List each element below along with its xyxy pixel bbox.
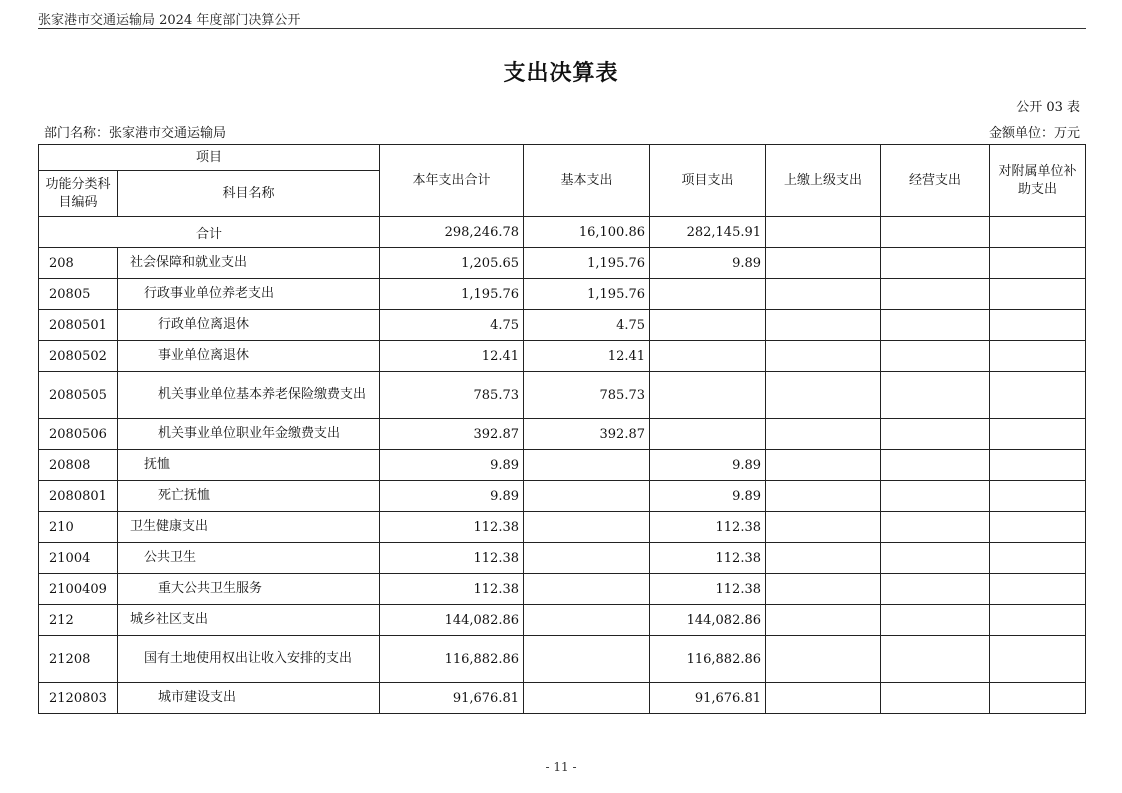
table-row — [39, 683, 1086, 714]
amount-total: 91,676.81 — [380, 683, 524, 714]
amount-project: 112.38 — [650, 512, 766, 543]
amount-subsidy — [990, 512, 1086, 543]
amount-total: 116,882.86 — [380, 636, 524, 683]
amount-subsidy — [990, 543, 1086, 574]
header-project: 项目支出 — [650, 145, 766, 217]
amount-subsidy — [990, 636, 1086, 683]
table-row — [39, 372, 1086, 419]
amount-subsidy — [990, 310, 1086, 341]
subject-code: 2080505 — [39, 372, 118, 419]
header-remit: 上缴上级支出 — [766, 145, 881, 217]
amount-business — [881, 605, 990, 636]
amount-basic — [524, 636, 650, 683]
amount-business — [881, 450, 990, 481]
amount-project — [650, 279, 766, 310]
amount-subsidy — [990, 372, 1086, 419]
table-row — [39, 279, 1086, 310]
subject-name: 社会保障和就业支出 — [118, 248, 380, 279]
amount-total: 12.41 — [380, 341, 524, 372]
amount-basic — [524, 574, 650, 605]
amount-business — [881, 481, 990, 512]
subject-name: 公共卫生 — [118, 543, 380, 574]
amount-project: 9.89 — [650, 248, 766, 279]
amount-total: 112.38 — [380, 512, 524, 543]
amount-basic — [524, 512, 650, 543]
amount-remit — [766, 512, 881, 543]
total-label: 合计 — [39, 217, 380, 248]
subject-name: 卫生健康支出 — [118, 512, 380, 543]
subject-name: 国有土地使用权出让收入安排的支出 — [118, 636, 380, 683]
table-row — [39, 341, 1086, 372]
table-row — [39, 419, 1086, 450]
amount-remit — [766, 341, 881, 372]
subject-name: 城乡社区支出 — [118, 605, 380, 636]
subject-name: 城市建设支出 — [118, 683, 380, 714]
subject-name: 死亡抚恤 — [118, 481, 380, 512]
table-row — [39, 310, 1086, 341]
subject-name: 行政事业单位养老支出 — [118, 279, 380, 310]
amount-subsidy — [990, 341, 1086, 372]
subject-name: 机关事业单位职业年金缴费支出 — [118, 419, 380, 450]
table-row — [39, 512, 1086, 543]
amount-business — [881, 636, 990, 683]
amount-business — [881, 279, 990, 310]
amount-remit — [766, 543, 881, 574]
amount-subsidy — [990, 605, 1086, 636]
amount-total: 112.38 — [380, 543, 524, 574]
total-subsidy — [990, 217, 1086, 248]
amount-basic — [524, 450, 650, 481]
header-name: 科目名称 — [118, 171, 380, 217]
amount-remit — [766, 605, 881, 636]
amount-total: 144,082.86 — [380, 605, 524, 636]
table-row — [39, 636, 1086, 683]
amount-project: 112.38 — [650, 543, 766, 574]
amount-business — [881, 310, 990, 341]
header-item: 项目 — [39, 145, 380, 171]
amount-unit: 金额单位：万元 — [988, 126, 1080, 141]
subject-name: 事业单位离退休 — [118, 341, 380, 372]
amount-project: 9.89 — [650, 481, 766, 512]
total-total: 298,246.78 — [380, 217, 524, 248]
amount-business — [881, 683, 990, 714]
subject-code: 2080501 — [39, 310, 118, 341]
subject-code: 2100409 — [39, 574, 118, 605]
amount-total: 9.89 — [380, 450, 524, 481]
subject-code: 21004 — [39, 543, 118, 574]
total-row — [39, 217, 1086, 248]
amount-total: 9.89 — [380, 481, 524, 512]
amount-subsidy — [990, 683, 1086, 714]
header-total: 本年支出合计 — [380, 145, 524, 217]
amount-basic: 4.75 — [524, 310, 650, 341]
amount-business — [881, 419, 990, 450]
amount-subsidy — [990, 481, 1086, 512]
subject-name: 抚恤 — [118, 450, 380, 481]
amount-subsidy — [990, 248, 1086, 279]
amount-total: 4.75 — [380, 310, 524, 341]
amount-remit — [766, 310, 881, 341]
amount-basic — [524, 481, 650, 512]
amount-remit — [766, 574, 881, 605]
total-business — [881, 217, 990, 248]
subject-code: 208 — [39, 248, 118, 279]
amount-remit — [766, 372, 881, 419]
amount-remit — [766, 636, 881, 683]
amount-project: 91,676.81 — [650, 683, 766, 714]
amount-remit — [766, 279, 881, 310]
amount-basic — [524, 683, 650, 714]
subject-code: 21208 — [39, 636, 118, 683]
table-row — [39, 450, 1086, 481]
amount-total: 1,195.76 — [380, 279, 524, 310]
total-basic: 16,100.86 — [524, 217, 650, 248]
table-row — [39, 543, 1086, 574]
document-title: 支出决算表 — [503, 61, 619, 86]
table-row — [39, 574, 1086, 605]
amount-project — [650, 419, 766, 450]
subject-name: 机关事业单位基本养老保险缴费支出 — [118, 372, 380, 419]
table-row — [39, 481, 1086, 512]
amount-business — [881, 372, 990, 419]
subject-code: 212 — [39, 605, 118, 636]
amount-remit — [766, 248, 881, 279]
header-row-1 — [39, 145, 1086, 171]
table-row — [39, 605, 1086, 636]
table-row — [39, 248, 1086, 279]
amount-basic: 12.41 — [524, 341, 650, 372]
amount-basic — [524, 605, 650, 636]
amount-business — [881, 341, 990, 372]
amount-business — [881, 543, 990, 574]
subject-code: 2080801 — [39, 481, 118, 512]
amount-total: 1,205.65 — [380, 248, 524, 279]
subject-code: 2080502 — [39, 341, 118, 372]
amount-basic: 1,195.76 — [524, 248, 650, 279]
amount-subsidy — [990, 574, 1086, 605]
amount-total: 112.38 — [380, 574, 524, 605]
subject-code: 2120803 — [39, 683, 118, 714]
amount-basic: 392.87 — [524, 419, 650, 450]
subject-code: 20805 — [39, 279, 118, 310]
amount-project — [650, 310, 766, 341]
form-number: 公开 03 表 — [1016, 100, 1080, 115]
header-divider — [38, 28, 1086, 29]
amount-business — [881, 248, 990, 279]
subject-code: 20808 — [39, 450, 118, 481]
amount-total: 392.87 — [380, 419, 524, 450]
amount-remit — [766, 419, 881, 450]
expenditure-table — [38, 144, 1086, 714]
amount-basic: 1,195.76 — [524, 279, 650, 310]
amount-business — [881, 574, 990, 605]
amount-basic: 785.73 — [524, 372, 650, 419]
amount-project: 112.38 — [650, 574, 766, 605]
amount-project: 144,082.86 — [650, 605, 766, 636]
amount-business — [881, 512, 990, 543]
total-project: 282,145.91 — [650, 217, 766, 248]
amount-project — [650, 341, 766, 372]
amount-basic — [524, 543, 650, 574]
department-name: 部门名称：张家港市交通运输局 — [44, 126, 227, 141]
amount-project: 9.89 — [650, 450, 766, 481]
amount-project: 116,882.86 — [650, 636, 766, 683]
running-header: 张家港市交通运输局 2024 年度部门决算公开 — [38, 13, 301, 28]
subject-code: 210 — [39, 512, 118, 543]
page-number: - 11 - — [545, 760, 577, 774]
header-code: 功能分类科目编码 — [39, 171, 118, 217]
amount-remit — [766, 450, 881, 481]
subject-name: 行政单位离退休 — [118, 310, 380, 341]
amount-total: 785.73 — [380, 372, 524, 419]
subject-name: 重大公共卫生服务 — [118, 574, 380, 605]
total-remit — [766, 217, 881, 248]
amount-subsidy — [990, 450, 1086, 481]
amount-remit — [766, 683, 881, 714]
subject-code: 2080506 — [39, 419, 118, 450]
header-business: 经营支出 — [881, 145, 990, 217]
amount-project — [650, 372, 766, 419]
header-basic: 基本支出 — [524, 145, 650, 217]
amount-remit — [766, 481, 881, 512]
amount-subsidy — [990, 279, 1086, 310]
header-subsidy: 对附属单位补助支出 — [990, 145, 1086, 217]
amount-subsidy — [990, 419, 1086, 450]
